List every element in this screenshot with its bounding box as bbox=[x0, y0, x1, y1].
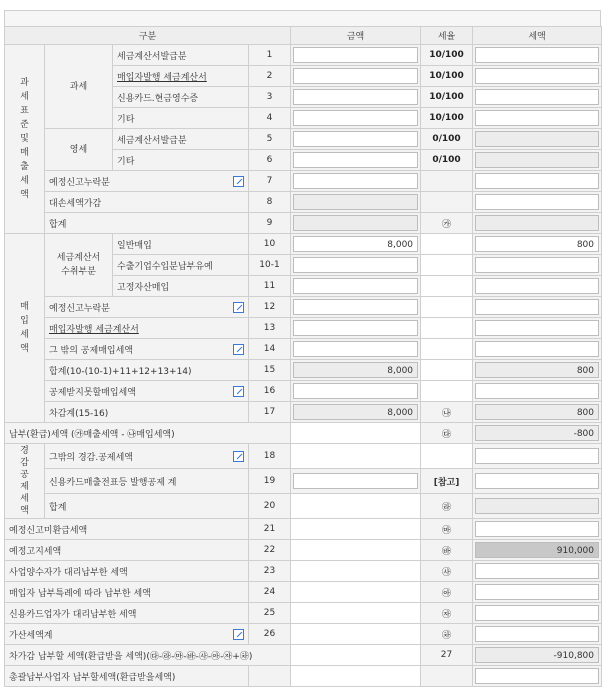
row-label: 합계(10-(10-1)+11+12+13+14) bbox=[45, 360, 249, 381]
row-number: 9 bbox=[249, 213, 291, 234]
tax-rate bbox=[421, 192, 473, 213]
row-label: 세금계산서발급분 bbox=[113, 45, 249, 66]
edit-icon[interactable] bbox=[233, 629, 244, 640]
tax-input[interactable]: 800 bbox=[475, 236, 599, 252]
vat-table bbox=[4, 26, 602, 687]
tax-readonly bbox=[475, 131, 599, 147]
tax-input[interactable] bbox=[475, 605, 599, 621]
row-label: 합계 bbox=[45, 213, 249, 234]
row-label: 매입자 납부특례에 따라 납부한 세액 bbox=[5, 582, 249, 603]
sales-group-label: 과세표준및매출세액 bbox=[20, 78, 29, 200]
row-number: 16 bbox=[249, 381, 291, 402]
row-label: 기타 bbox=[113, 150, 249, 171]
tax-input[interactable] bbox=[475, 299, 599, 315]
symbol: ㉳ bbox=[421, 540, 473, 561]
empty-cell bbox=[291, 540, 421, 561]
reduction-group-label: 경감공제세액 bbox=[20, 446, 29, 516]
amount-input[interactable] bbox=[293, 131, 418, 147]
symbol bbox=[421, 255, 473, 276]
tax-input[interactable] bbox=[475, 521, 599, 537]
symbol: ㉲ bbox=[421, 519, 473, 540]
tax-input[interactable] bbox=[475, 341, 599, 357]
row-label: 일반매입 bbox=[113, 234, 249, 255]
empty-cell bbox=[291, 444, 421, 469]
amount-input[interactable] bbox=[293, 341, 418, 357]
amount-input[interactable] bbox=[293, 173, 418, 189]
symbol: ㉴ bbox=[421, 561, 473, 582]
table-row bbox=[5, 360, 602, 381]
invoice-receipt-label: 세금계산서수취부분 bbox=[56, 253, 101, 277]
row-number: 7 bbox=[249, 171, 291, 192]
row-number: 24 bbox=[249, 582, 291, 603]
empty-cell bbox=[291, 645, 421, 666]
row-number: 10-1 bbox=[249, 255, 291, 276]
row-number: 4 bbox=[249, 108, 291, 129]
row-label: 고정자산매입 bbox=[113, 276, 249, 297]
amount-input[interactable] bbox=[293, 320, 418, 336]
row-label: 그 밖의 공제매입세액 bbox=[49, 345, 133, 356]
tax-input[interactable] bbox=[475, 110, 599, 126]
table-row bbox=[5, 469, 602, 494]
table-row bbox=[5, 540, 602, 561]
row-number: 10 bbox=[249, 234, 291, 255]
tax-rate: 10/100 bbox=[421, 45, 473, 66]
row-number: 23 bbox=[249, 561, 291, 582]
tax-rate bbox=[421, 171, 473, 192]
table-row bbox=[5, 318, 602, 339]
table-row bbox=[5, 402, 602, 423]
amount-input[interactable] bbox=[293, 68, 418, 84]
symbol bbox=[421, 276, 473, 297]
symbol bbox=[421, 339, 473, 360]
row-label: 기타 bbox=[113, 108, 249, 129]
empty-cell bbox=[291, 519, 421, 540]
row-label: 예정신고누락분 bbox=[49, 303, 110, 314]
row-number: 14 bbox=[249, 339, 291, 360]
symbol: ㉶ bbox=[421, 603, 473, 624]
amount-readonly: 8,000 bbox=[293, 404, 418, 420]
row-label: 공제받지못할매입세액 bbox=[49, 387, 136, 398]
table-row bbox=[5, 213, 602, 234]
table-row bbox=[5, 381, 602, 402]
tax-input[interactable] bbox=[475, 320, 599, 336]
edit-icon[interactable] bbox=[233, 386, 244, 397]
tax-input[interactable] bbox=[475, 668, 599, 684]
row-label: 수출기업수입분납부유예 bbox=[113, 255, 249, 276]
row-label: 예정신고미환급세액 bbox=[5, 519, 249, 540]
symbol: ㉯ bbox=[421, 402, 473, 423]
row-label: 사업양수자가 대리납부한 세액 bbox=[5, 561, 249, 582]
table-row bbox=[5, 423, 602, 444]
symbol: ㉰ bbox=[421, 423, 473, 444]
tax-input[interactable] bbox=[475, 626, 599, 642]
tax-readonly bbox=[475, 215, 599, 231]
amount-input[interactable] bbox=[293, 299, 418, 315]
tax-input[interactable] bbox=[475, 173, 599, 189]
symbol bbox=[421, 318, 473, 339]
row-number: 12 bbox=[249, 297, 291, 318]
row-number: 21 bbox=[249, 519, 291, 540]
payable-label: 납부(환급)세액 (㉮매출세액 - ㉯매입세액) bbox=[5, 423, 291, 444]
row-number: 20 bbox=[249, 494, 291, 519]
tax-rate: 10/100 bbox=[421, 108, 473, 129]
symbol: ㉷ bbox=[421, 624, 473, 645]
row-label: 합계 bbox=[45, 494, 249, 519]
row-number: 2 bbox=[249, 66, 291, 87]
amount-readonly bbox=[293, 194, 418, 210]
header-row bbox=[5, 27, 602, 45]
symbol: ㉱ bbox=[421, 494, 473, 519]
table-row bbox=[5, 561, 602, 582]
row-label: 그밖의 경감.공제세액 bbox=[49, 452, 133, 463]
tax-input[interactable] bbox=[475, 563, 599, 579]
vat-return-form bbox=[4, 10, 601, 687]
symbol bbox=[421, 381, 473, 402]
symbol bbox=[421, 360, 473, 381]
edit-icon[interactable] bbox=[233, 302, 244, 313]
row-number: 22 bbox=[249, 540, 291, 561]
table-row bbox=[5, 129, 602, 150]
tax-input[interactable] bbox=[475, 278, 599, 294]
empty-cell bbox=[291, 603, 421, 624]
amount-input[interactable] bbox=[293, 47, 418, 63]
header-rate: 세율 bbox=[421, 27, 473, 45]
table-row bbox=[5, 519, 602, 540]
row-number: 15 bbox=[249, 360, 291, 381]
row-number: 18 bbox=[249, 444, 291, 469]
symbol: ㉵ bbox=[421, 582, 473, 603]
purchase-group-label: 매입세액 bbox=[20, 302, 29, 354]
tax-input[interactable] bbox=[475, 584, 599, 600]
taxable-label: 과세 bbox=[45, 45, 113, 129]
symbol bbox=[421, 444, 473, 469]
edit-icon[interactable] bbox=[233, 176, 244, 187]
amount-input[interactable] bbox=[293, 473, 418, 489]
row-number: 26 bbox=[249, 624, 291, 645]
row-label: 신용카드매출전표등 발행공제 계 bbox=[45, 469, 249, 494]
amount-input[interactable] bbox=[293, 152, 418, 168]
buyer-issued-invoice-link[interactable]: 매입자발행 세금계산서 bbox=[117, 72, 207, 83]
empty-cell bbox=[291, 624, 421, 645]
empty-cell bbox=[291, 582, 421, 603]
edit-icon[interactable] bbox=[233, 344, 244, 355]
table-row bbox=[5, 494, 602, 519]
row-number: 8 bbox=[249, 192, 291, 213]
header-tax: 세액 bbox=[473, 27, 602, 45]
row-label: 차가감 납부할 세액(환급받을 세액)(㉰-㉱-㉲-㉳-㉴-㉵-㉶+㉷) bbox=[5, 645, 291, 666]
tax-input[interactable]: 910,000 bbox=[475, 542, 599, 558]
tax-input[interactable] bbox=[475, 89, 599, 105]
tax-input[interactable] bbox=[475, 448, 599, 464]
row-number: 27 bbox=[421, 645, 473, 666]
tax-readonly bbox=[475, 152, 599, 168]
tax-input[interactable] bbox=[475, 68, 599, 84]
table-row bbox=[5, 171, 602, 192]
amount-input[interactable] bbox=[293, 89, 418, 105]
table-row bbox=[5, 192, 602, 213]
amount-input[interactable] bbox=[293, 110, 418, 126]
row-label: 세금계산서발급분 bbox=[113, 129, 249, 150]
tax-input[interactable] bbox=[475, 473, 599, 489]
reference-label: [참고] bbox=[421, 469, 473, 494]
tax-input[interactable] bbox=[475, 47, 599, 63]
row-number: 3 bbox=[249, 87, 291, 108]
empty-cell bbox=[291, 494, 421, 519]
amount-readonly: 8,000 bbox=[293, 362, 418, 378]
symbol bbox=[421, 297, 473, 318]
table-row bbox=[5, 624, 602, 645]
header-amount: 금액 bbox=[291, 27, 421, 45]
row-number: 13 bbox=[249, 318, 291, 339]
symbol bbox=[421, 234, 473, 255]
row-number: 25 bbox=[249, 603, 291, 624]
buyer-issued-invoice-purchase-link[interactable]: 매입자발행 세금계산서 bbox=[49, 324, 139, 335]
zero-rated-label: 영세 bbox=[45, 129, 113, 171]
payable-tax: -800 bbox=[475, 425, 599, 441]
row-number: 1 bbox=[249, 45, 291, 66]
table-row bbox=[5, 645, 602, 666]
tax-readonly: 800 bbox=[475, 404, 599, 420]
symbol: ㉮ bbox=[421, 213, 473, 234]
edit-icon[interactable] bbox=[233, 451, 244, 462]
tax-rate: 0/100 bbox=[421, 150, 473, 171]
empty-cell bbox=[291, 561, 421, 582]
amount-readonly bbox=[293, 215, 418, 231]
amount-input[interactable] bbox=[293, 383, 418, 399]
net-tax-readonly: -910,800 bbox=[475, 647, 599, 663]
amount-input[interactable] bbox=[293, 257, 418, 273]
empty-cell bbox=[291, 423, 421, 444]
table-row bbox=[5, 582, 602, 603]
table-row bbox=[5, 234, 602, 255]
amount-input[interactable] bbox=[293, 278, 418, 294]
row-number: 19 bbox=[249, 469, 291, 494]
form-top-strip bbox=[4, 10, 601, 26]
row-label: 신용카드.현금영수증 bbox=[113, 87, 249, 108]
row-label: 총괄납부사업자 납부할세액(환급받을세액) bbox=[5, 666, 249, 687]
tax-rate: 0/100 bbox=[421, 129, 473, 150]
table-row bbox=[5, 297, 602, 318]
row-label: 대손세액가감 bbox=[45, 192, 249, 213]
row-label: 차감계(15-16) bbox=[45, 402, 249, 423]
table-row bbox=[5, 603, 602, 624]
tax-rate: 10/100 bbox=[421, 66, 473, 87]
tax-input[interactable] bbox=[475, 194, 599, 210]
tax-readonly bbox=[475, 498, 599, 514]
tax-input[interactable] bbox=[475, 257, 599, 273]
row-number: 5 bbox=[249, 129, 291, 150]
row-label: 신용카드업자가 대리납부한 세액 bbox=[5, 603, 249, 624]
row-number: 6 bbox=[249, 150, 291, 171]
row-label: 예정신고누락분 bbox=[49, 177, 110, 188]
table-row bbox=[5, 339, 602, 360]
row-number: 11 bbox=[249, 276, 291, 297]
tax-input[interactable] bbox=[475, 383, 599, 399]
row-number: 17 bbox=[249, 402, 291, 423]
row-label: 가산세액계 bbox=[9, 630, 53, 641]
tax-readonly: 800 bbox=[475, 362, 599, 378]
header-category: 구분 bbox=[5, 27, 291, 45]
row-label: 예정고지세액 bbox=[5, 540, 249, 561]
table-row bbox=[5, 45, 602, 66]
table-row bbox=[5, 444, 602, 469]
tax-rate: 10/100 bbox=[421, 87, 473, 108]
amount-input[interactable]: 8,000 bbox=[293, 236, 418, 252]
